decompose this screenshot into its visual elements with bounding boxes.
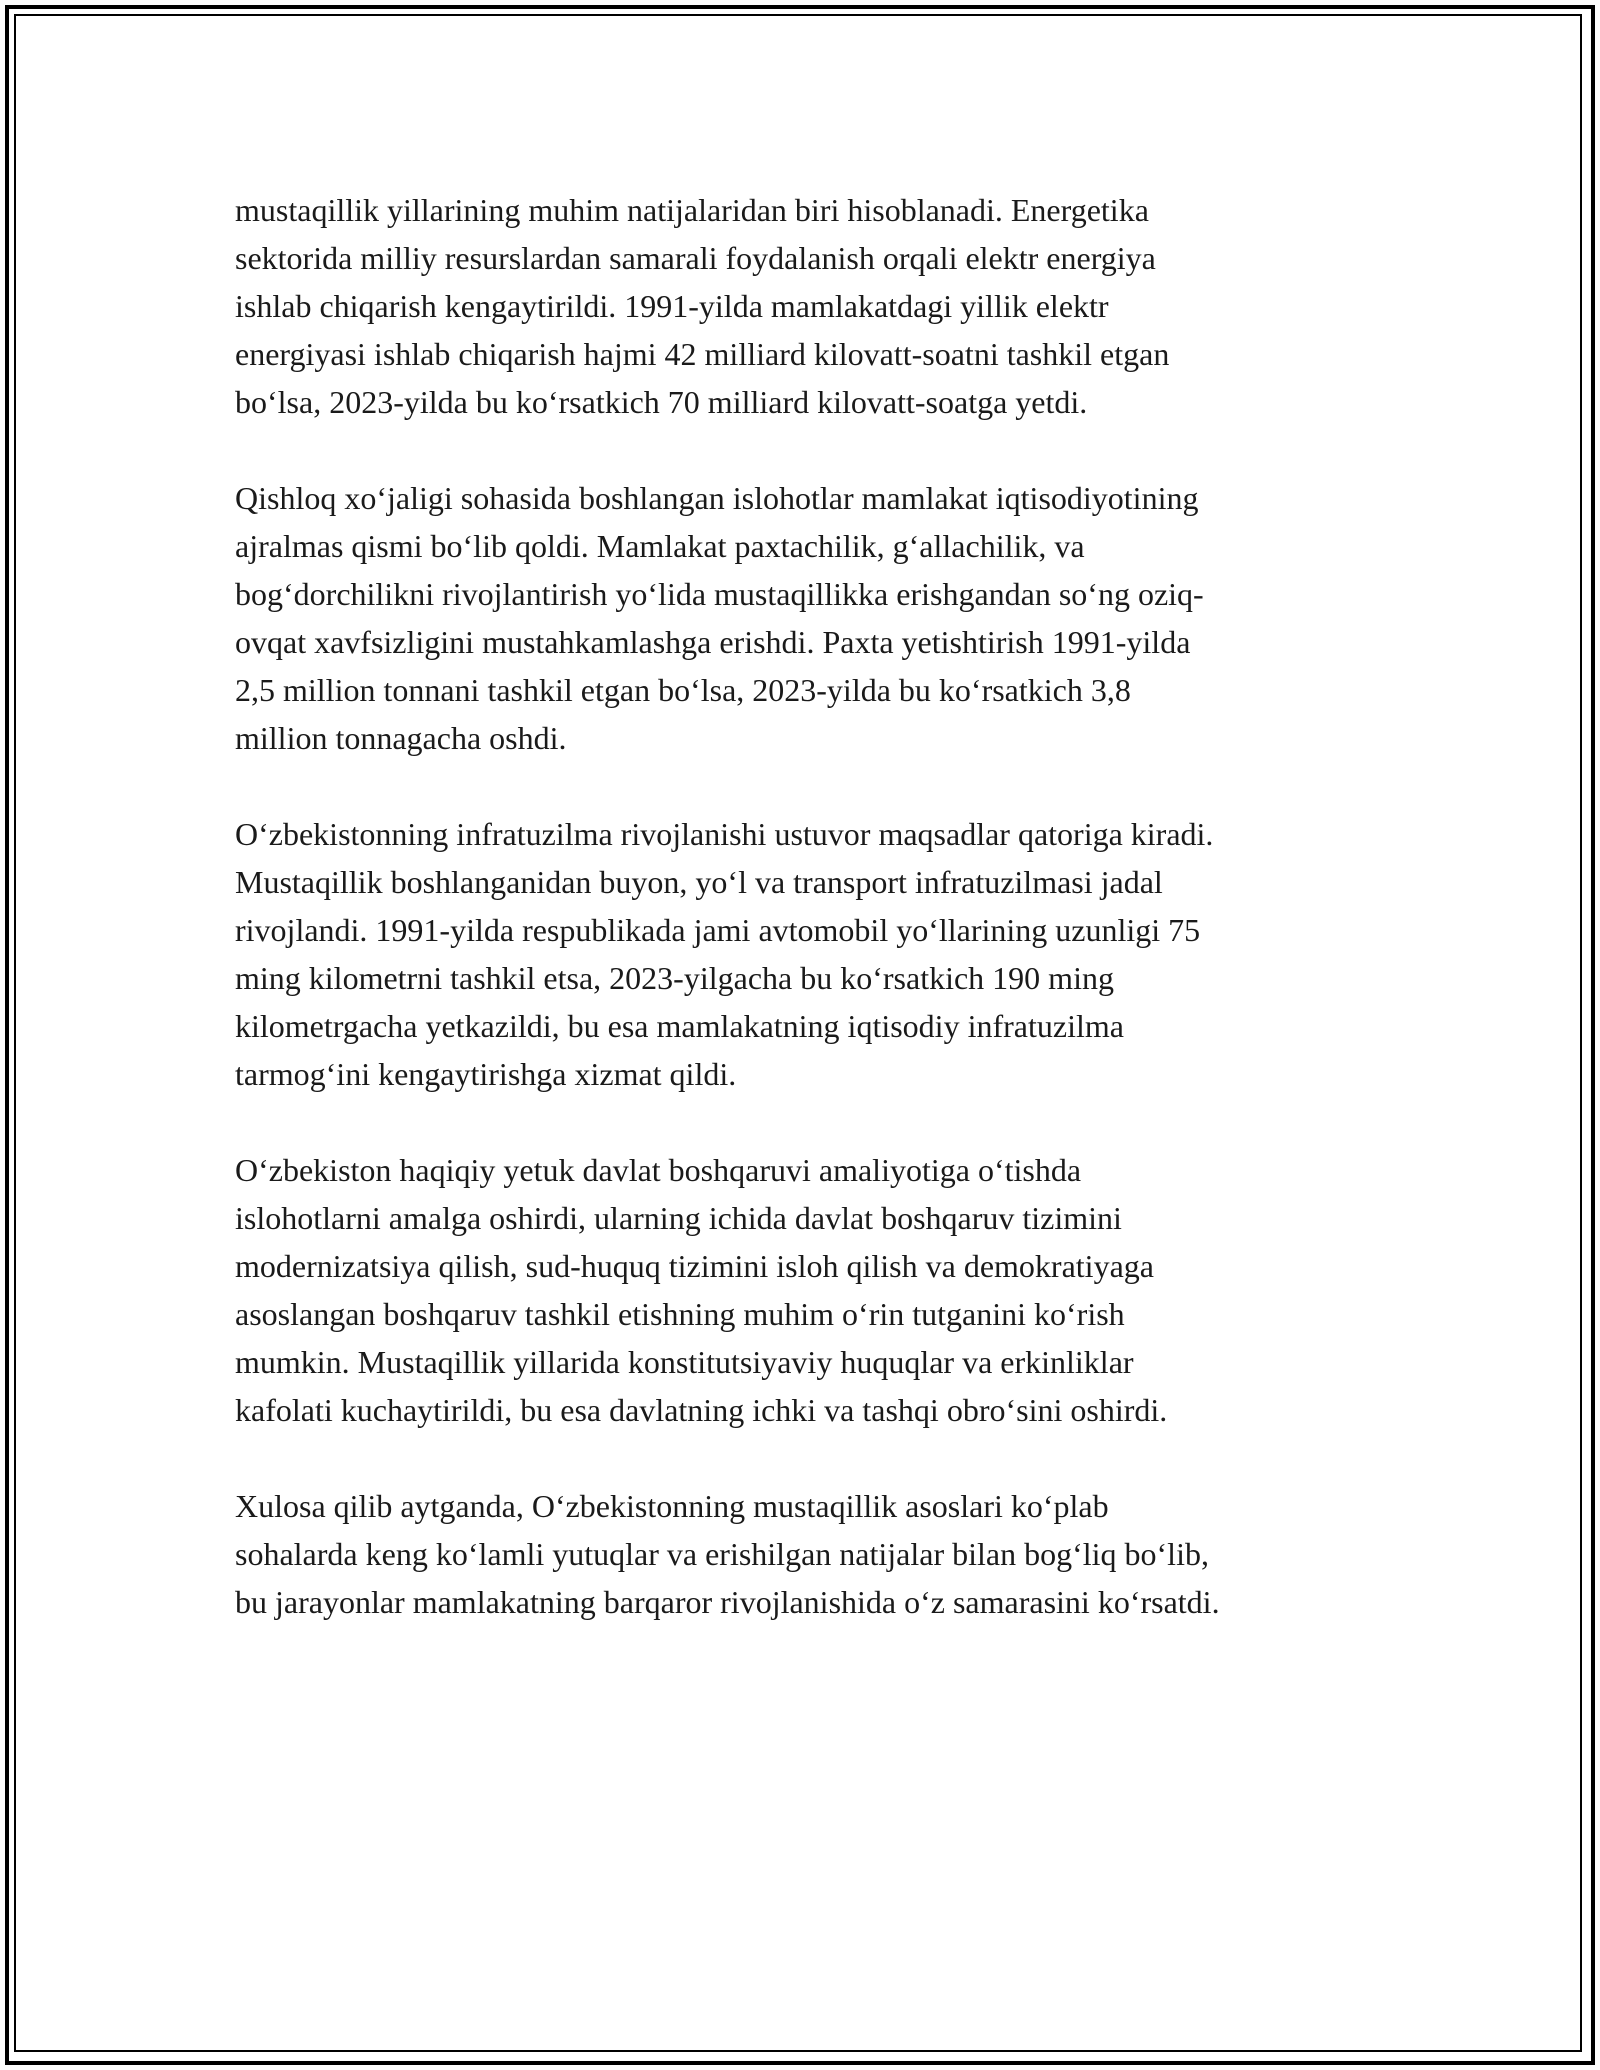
paragraph-energy: mustaqillik yillarining muhim natijalaridan biri hisoblanadi. Energetika sektorida milliy resurslardan samarali foydalanish orqali elektr energiya ishlab chiqarish kengaytirildi. 1991-yilda mamlakatdagi yillik elektr energiyasi ishlab chiqarish hajmi 42 milliard kilovatt-soatni tashkil etgan bo‘lsa, 2023-yilda bu ko‘rsatkich 70 milliard kilovatt-soatga yetdi.	[235, 192, 1170, 420]
paragraph-infrastructure: O‘zbekistonning infratuzilma rivojlanishi ustuvor maqsadlar qatoriga kiradi. Mustaqillik boshlanganidan buyon, yo‘l va transport infratuzilmasi jadal rivojlandi. 1991-yilda respublikada jami avtomobil yo‘llarining uzunligi 75 ming kilometrni tashkil etsa, 2023-yilgacha bu ko‘rsatkich 190 ming kilometrgacha yetkazildi, bu esa mamlakatning iqtisodiy infratuzilma tarmog‘ini kengaytirishga xizmat qildi.	[235, 816, 1214, 1092]
paragraph-governance: O‘zbekiston haqiqiy yetuk davlat boshqaruvi amaliyotiga o‘tishda islohotlarni amalga oshirdi, ularning ichida davlat boshqaruv tizimini modernizatsiya qilish, sud-huquq tizimini isloh qilish va demokratiyaga asoslangan boshqaruv tashkil etishning muhim o‘rin tutganini ko‘rish mumkin. Mustaqillik yillarida konstitutsiyaviy huquqlar va erkinliklar kafolati kuchaytirildi, bu esa davlatning ichki va tashqi obro‘sini oshirdi.	[235, 1152, 1168, 1428]
paragraph-agriculture: Qishloq xo‘jaligi sohasida boshlangan islohotlar mamlakat iqtisodiyotining ajralmas qismi bo‘lib qoldi. Mamlakat paxtachilik, g‘allachilik, va bog‘dorchilikni rivojlantirish yo‘lida mustaqillikka erishgandan so‘ng oziq- ovqat xavfsizligini mustahkamlashga erishdi. Paxta yetishtirish 1991-yilda 2,5 million tonnani tashkil etgan bo‘lsa, 2023-yilda bu ko‘rsatkich 3,8 million tonnagacha oshdi.	[235, 480, 1204, 756]
paragraph-conclusion: Xulosa qilib aytganda, O‘zbekistonning mustaqillik asoslari ko‘plab sohalarda keng ko‘lamli yutuqlar va erishilgan natijalar bilan bog‘liq bo‘lib, bu jarayonlar mamlakatning barqaror rivojlanishida o‘z samarasini ko‘rsatdi.	[235, 1488, 1220, 1620]
document-body	[235, 186, 1375, 1674]
